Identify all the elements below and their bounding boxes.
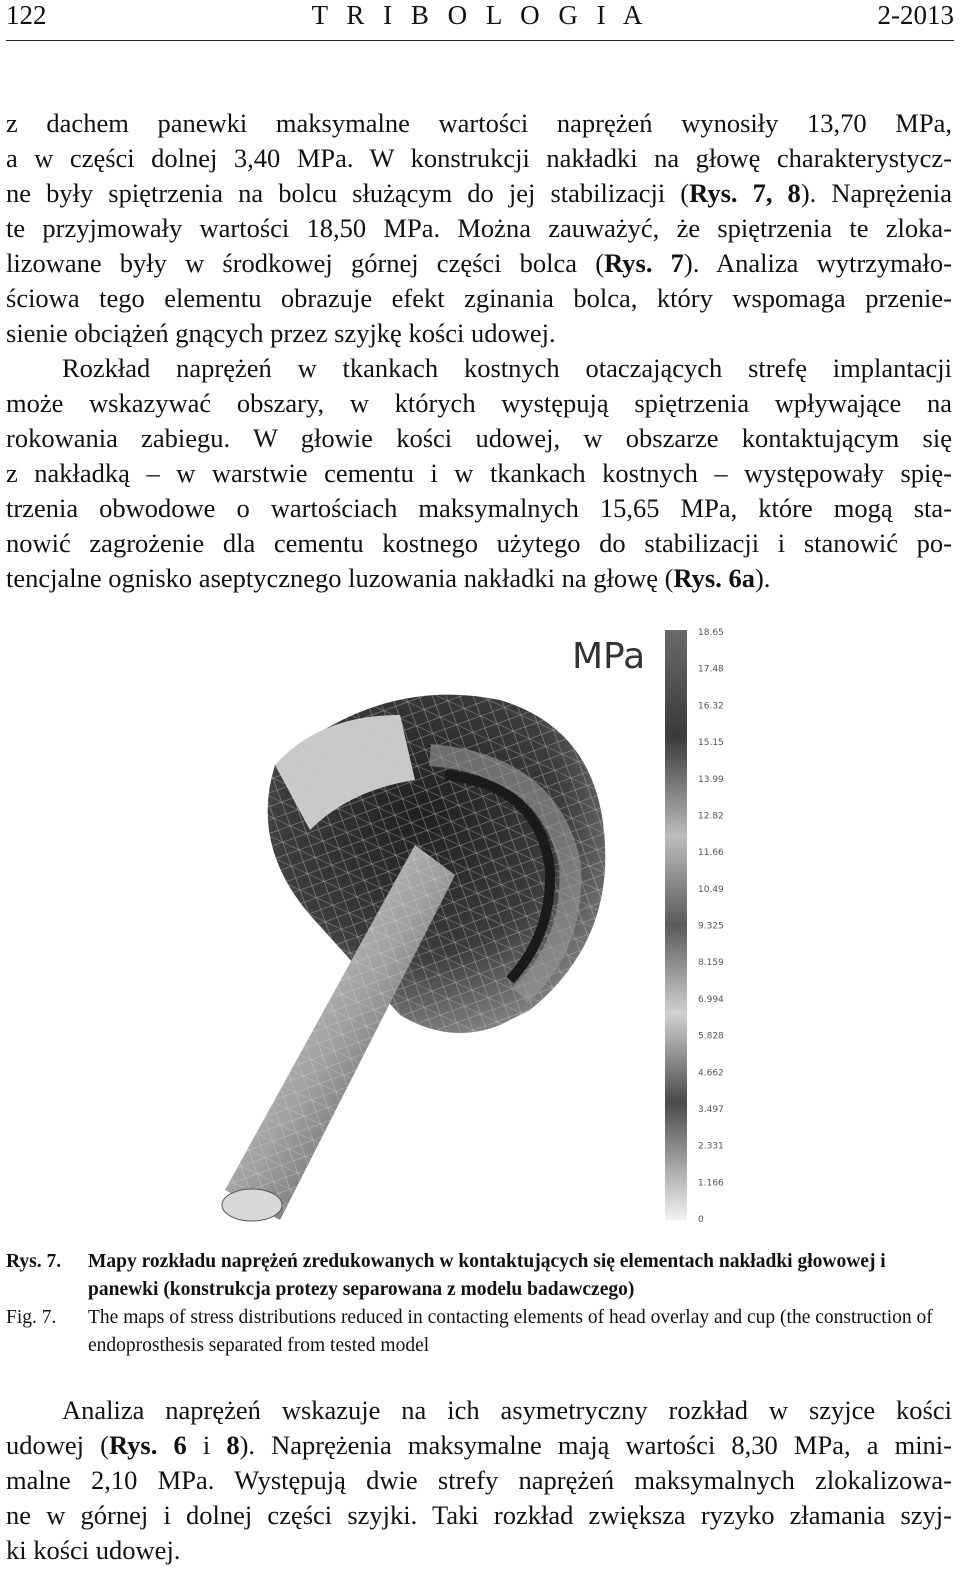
- caption-text-pl: Mapy rozkładu naprężeń zredukowanych w kontaktujących się elementach nakładki głowowej i panewki (konstrukcja protezy separowana z modelu badawczego): [88, 1251, 886, 1300]
- text-line: z nakładką – w warstwie cementu i w tkankach kostnych – występowały spię-: [6, 458, 952, 488]
- text-line: trzenia obwodowe o wartościach maksymalnych 15,65 MPa, które mogą sta-: [6, 493, 952, 523]
- scale-tick-label: 16.32: [698, 701, 724, 712]
- scale-tick-label: 10.49: [698, 884, 724, 895]
- issue-number: 2-2013: [877, 0, 954, 30]
- text-line: ne były spiętrzenia na bolcu służącym do jej stabilizacji (Rys. 7, 8). Naprężenia: [6, 178, 952, 208]
- page-header: [6, 0, 954, 41]
- text-line: Rozkład naprężeń w tkankach kostnych otaczających strefę implantacji: [62, 353, 952, 383]
- text-line: nowić zagrożenie dla cementu kostnego użytego do stabilizacji i stanowić po-: [6, 528, 952, 558]
- figure-reference: 8: [226, 1430, 240, 1460]
- scale-tick-label: 18.65: [698, 628, 724, 638]
- color-scale-bar: [665, 630, 687, 1220]
- figure-caption: [6, 1248, 952, 1360]
- journal-title: T R I B O L O G I A: [311, 0, 649, 30]
- text-line: ki kości udowej.: [6, 1535, 181, 1565]
- text-line: rokowania zabiegu. W głowie kości udowej, w obszarze kontaktującym się: [6, 423, 952, 453]
- text-line: może wskazywać obszary, w których występują spiętrzenia wpływające na: [6, 388, 952, 418]
- text-line: malne 2,10 MPa. Występują dwie strefy naprężeń maksymalnych zlokalizowa-: [6, 1465, 952, 1495]
- scale-tick-label: 13.99: [698, 774, 724, 785]
- text-line: a w części dolnej 3,40 MPa. W konstrukcji nakładki na głowę charakterystycz-: [6, 143, 952, 173]
- figure-reference: Rys. 7, 8: [689, 178, 801, 208]
- scale-tick-label: 15.15: [698, 738, 724, 749]
- caption-label-en: Fig. 7.: [6, 1307, 57, 1328]
- text-line: udowej (Rys. 6 i 8). Naprężenia maksymalne mają wartości 8,30 MPa, a mini-: [6, 1430, 952, 1460]
- text-line: z dachem panewki maksymalne wartości naprężeń wynosiły 13,70 MPa,: [6, 108, 952, 138]
- scale-tick-label: 11.66: [698, 848, 724, 859]
- scale-tick-label: 0: [698, 1215, 704, 1225]
- scale-tick-label: 12.82: [698, 811, 724, 822]
- scale-tick-label: 4.662: [698, 1068, 724, 1079]
- fem-stress-render: [200, 615, 724, 1235]
- text-line: te przyjmowały wartości 18,50 MPa. Można zauważyć, że spiętrzenia te zloka-: [6, 213, 952, 243]
- text-line: sienie obciążeń gnących przez szyjkę kości udowej.: [6, 318, 556, 348]
- text-line: ne w górnej i dolnej części szyjki. Taki rozkład zwiększa ryzyko złamania szyj-: [6, 1500, 952, 1530]
- paragraph-1: [6, 106, 952, 351]
- stress-map-figure: [200, 615, 724, 1235]
- scale-tick-label: 9.325: [698, 921, 724, 932]
- text-line: tencjalne ognisko aseptycznego luzowania nakładki na głowę (Rys. 6a).: [6, 563, 771, 593]
- paragraph-2: [6, 351, 952, 596]
- figure-reference: Rys. 6a: [673, 563, 755, 593]
- page-number: 122: [6, 0, 47, 30]
- figure-reference: Rys. 6: [108, 1430, 187, 1460]
- scale-tick-label: 8.159: [698, 958, 724, 969]
- scale-tick-label: 6.994: [698, 994, 724, 1005]
- scale-tick-label: 1.166: [698, 1178, 724, 1189]
- unit-label: MPa: [572, 636, 646, 677]
- scale-tick-label: 5.828: [698, 1031, 724, 1042]
- text-line: lizowane były w środkowej górnej części bolca (Rys. 7). Analiza wytrzymało-: [6, 248, 952, 278]
- text-line: Analiza naprężeń wskazuje na ich asymetryczny rozkład w szyjce kości: [62, 1395, 952, 1425]
- text-line: ściowa tego elementu obrazuje efekt zginania bolca, który wspomaga przenie-: [6, 283, 952, 313]
- paragraph-3: [6, 1393, 952, 1568]
- color-scale-ticks: [698, 628, 724, 1225]
- caption-label-pl: Rys. 7.: [6, 1251, 62, 1272]
- scale-tick-label: 2.331: [698, 1141, 724, 1152]
- caption-text-en: The maps of stress distributions reduced in contacting elements of head overlay and cup (the construction of endoprosthesis separated from tested model: [88, 1307, 933, 1356]
- scale-tick-label: 17.48: [698, 664, 724, 675]
- caption-english: [6, 1304, 952, 1360]
- caption-polish: [6, 1248, 952, 1304]
- figure-reference: Rys. 7: [604, 248, 684, 278]
- scale-tick-label: 3.497: [698, 1104, 724, 1115]
